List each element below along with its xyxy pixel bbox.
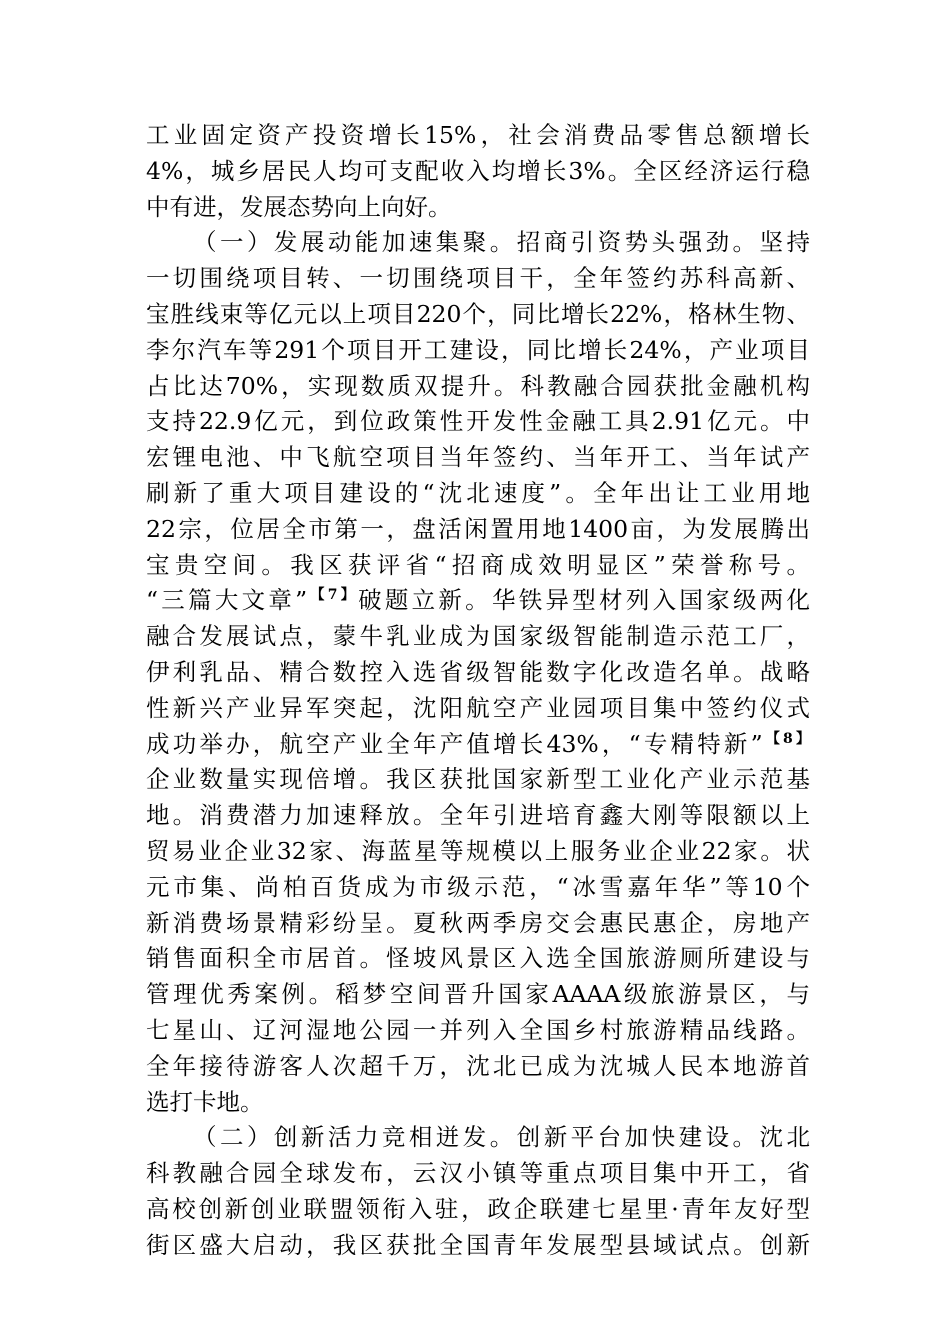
text-line: 4%，城乡居民人均可支配收入均增长3%。全区经济运行稳	[146, 156, 810, 185]
text-segment: 破题立新。华铁异型材列入国家级两化	[358, 586, 811, 615]
text-line: 融合发展试点，蒙牛乳业成为国家级智能制造示范工厂，	[146, 622, 810, 651]
text-line: 占比达70%，实现数质双提升。科教融合园获批金融机构	[146, 371, 810, 400]
text-line-with-ref	[146, 727, 810, 763]
text-line: 李尔汽车等291个项目开工建设，同比增长24%，产业项目	[146, 335, 810, 364]
text-line: 街区盛大启动，我区获批全国青年发展型县域试点。创新	[146, 1230, 810, 1259]
section-heading-line: （二）创新活力竞相迸发。创新平台加快建设。沈北	[193, 1123, 810, 1152]
text-line: 高校创新创业联盟领衔入驻，政企联建七星里·青年友好型	[146, 1194, 810, 1223]
text-line: 全年接待游客人次超千万，沈北已成为沈城人民本地游首	[146, 1051, 810, 1080]
text-line: 宝胜线束等亿元以上项目220个，同比增长22%，格林生物、	[146, 299, 810, 328]
text-line: 支持22.9亿元，到位政策性开发性金融工具2.91亿元。中	[146, 407, 810, 436]
text-line: 性新兴产业异军突起，沈阳航空产业园项目集中签约仪式	[146, 693, 810, 722]
text-line: 宏锂电池、中飞航空项目当年签约、当年开工、当年试产	[146, 443, 810, 472]
text-line: 科教融合园全球发布，云汉小镇等重点项目集中开工，省	[146, 1159, 810, 1188]
text-line: 伊利乳品、精合数控入选省级智能数字化改造名单。战略	[146, 657, 810, 686]
text-line: 宝贵空间。我区获评省“招商成效明显区”荣誉称号。	[146, 550, 810, 579]
text-line: 元市集、尚柏百货成为市级示范，“冰雪嘉年华”等10个	[146, 872, 810, 901]
text-line: 中有进，发展态势向上向好。	[146, 192, 452, 221]
text-line: 刷新了重大项目建设的“沈北速度”。全年出让工业用地	[146, 478, 810, 507]
text-line: 地。消费潜力加速释放。全年引进培育鑫大刚等限额以上	[146, 801, 810, 830]
footnote-ref-8: 【8】	[762, 730, 810, 747]
text-line: 管理优秀案例。稻梦空间晋升国家AAAA级旅游景区，与	[146, 980, 810, 1009]
section-heading-line: （一）发展动能加速集聚。招商引资势头强劲。坚持	[193, 228, 810, 257]
text-line-with-ref	[146, 583, 810, 619]
text-line: 选打卡地。	[146, 1087, 264, 1116]
text-line: 销售面积全市居首。怪坡风景区入选全国旅游厕所建设与	[146, 944, 810, 973]
text-segment: “三篇大文章”	[146, 586, 308, 615]
text-line: 企业数量实现倍增。我区获批国家新型工业化产业示范基	[146, 765, 810, 794]
text-line: 新消费场景精彩纷呈。夏秋两季房交会惠民惠企，房地产	[146, 908, 810, 937]
text-line: 工业固定资产投资增长15%，社会消费品零售总额增长	[146, 121, 810, 149]
text-line: 一切围绕项目转、一切围绕项目干，全年签约苏科高新、	[146, 264, 810, 293]
footnote-ref-7: 【7】	[307, 587, 359, 604]
text-line: 贸易业企业32家、海蓝星等规模以上服务业企业22家。状	[146, 836, 810, 865]
text-segment: 成功举办，航空产业全年产值增长43%，“专精特新”	[146, 729, 763, 758]
text-line: 22宗，位居全市第一，盘活闲置用地1400亩，为发展腾出	[146, 514, 810, 543]
text-line: 七星山、辽河湿地公园一并列入全国乡村旅游精品线路。	[146, 1015, 810, 1044]
document-body	[146, 118, 810, 1264]
